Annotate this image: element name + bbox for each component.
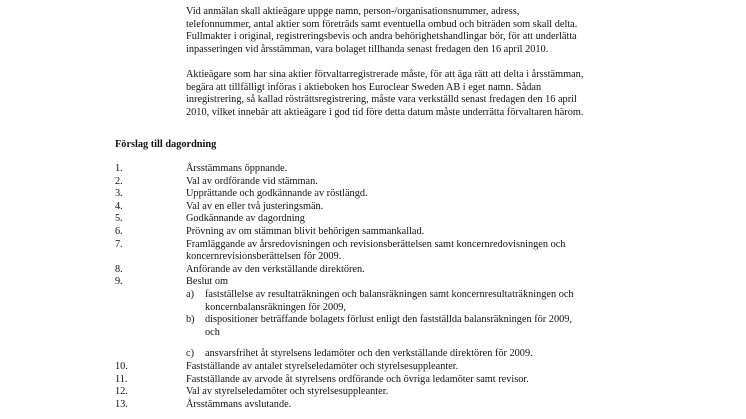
text-line: koncernbalansräkningen för 2009,: [205, 301, 346, 313]
agenda-item-number: 1.: [115, 163, 123, 174]
text-line: och: [205, 326, 220, 338]
agenda-subitem: [115, 348, 635, 361]
text-line: telefonnummer, antal aktier som företräds samt eventuella ombud och biträden som skall delta.: [186, 18, 578, 30]
intro-paragraph-nominee: [186, 69, 656, 119]
text-line: dispositioner beträffande bolagets förlust enligt den fastställda balansräkningen för 2009,: [205, 314, 572, 326]
agenda-item: [115, 188, 635, 201]
text-line: inregistrering, så kallad rösträttsregistrering, måste vara verkställd senast fredagen den 16 april: [186, 94, 577, 106]
text-line: 2010, vilket innebär att aktieägare i god tid före detta datum måste underrätta förvaltaren härom.: [186, 106, 584, 118]
agenda-list: [115, 163, 635, 411]
agenda-item-text: Val av en eller två justeringsmän.: [186, 200, 324, 212]
agenda-item-text: Fastställande av arvode åt styrelsens ordförande och övriga ledamöter samt revisor.: [186, 373, 529, 385]
agenda-subitem-label: b): [186, 314, 195, 326]
agenda-item-number: 2.: [115, 175, 123, 187]
agenda-item-text: Beslut om: [186, 276, 229, 288]
agenda-item: [115, 399, 635, 412]
agenda-item: [115, 201, 635, 214]
agenda-item-text: Val av styrelseledamöter och styrelsesuppleanter.: [186, 386, 389, 398]
agenda-item-text: Upprättande och godkännande av röstlängd.: [186, 188, 368, 200]
agenda-item: [115, 361, 635, 374]
agenda-item: [115, 239, 635, 264]
agenda-item: [115, 213, 635, 226]
text-line: Fullmakter i original, registreringsbevis och andra behörighetshandlingar bör, för att underlätta: [186, 31, 577, 43]
agenda-item-text: Årsstämmans öppnande.: [186, 163, 288, 174]
agenda-heading: Förslag till dagordning: [115, 139, 217, 150]
agenda-item-number: 10.: [115, 360, 128, 372]
agenda-subitem-text: [205, 314, 635, 339]
agenda-item: [115, 374, 635, 387]
intro-paragraph-registration: [186, 6, 656, 56]
agenda-subitem-text: [205, 289, 635, 314]
agenda-item-number: 5.: [115, 213, 123, 225]
agenda-item-number: 8.: [115, 263, 123, 275]
agenda-subitem-label: c): [186, 348, 194, 360]
agenda-item-number: 4.: [115, 200, 123, 212]
agenda-item: [115, 226, 635, 239]
agenda-item-number: 6.: [115, 225, 123, 237]
agenda-item: [115, 276, 635, 289]
agenda-subitem: [115, 314, 635, 339]
agenda-item-text: [186, 239, 635, 264]
agenda-item-text: Anförande av den verkställande direktören.: [186, 263, 365, 275]
agenda-item-text: Årsstämmans avslutande.: [186, 398, 292, 410]
agenda-item-text: Godkännande av dagordning: [186, 213, 305, 225]
text-line: Framläggande av årsredovisningen och revisionsberättelsen samt koncernredovisningen och: [186, 238, 566, 250]
text-line: koncernrevisionsberättelsen för 2009.: [186, 251, 342, 263]
agenda-item-number: 12.: [115, 386, 128, 398]
text-line: inpasseringen vid årsstämman, vara bolaget tillhanda senast fredagen den 16 april 2010.: [186, 43, 549, 55]
agenda-item-text: Prövning av om stämman blivit behörigen sammankallad.: [186, 225, 425, 237]
agenda-subitem-label: a): [186, 288, 194, 300]
agenda-item-text: Fastställande av antalet styrelseledamöter och styrelsesuppleanter.: [186, 360, 459, 372]
agenda-subitem-text: ansvarsfrihet åt styrelsens ledamöter och den verkställande direktören för 2009.: [205, 348, 533, 360]
agenda-item: [115, 176, 635, 189]
agenda-item: [115, 386, 635, 399]
agenda-item-number: 11.: [115, 373, 128, 385]
agenda-item-number: 13.: [115, 398, 128, 410]
agenda-item-number: 3.: [115, 188, 123, 200]
text-line: begära att tillfälligt införas i aktieboken hos Euroclear Sweden AB i eget namn. Sådan: [186, 81, 542, 93]
agenda-item-number: 9.: [115, 276, 123, 288]
text-line: Vid anmälan skall aktieägare uppge namn, person-/organisationsnummer, adress,: [186, 6, 520, 17]
agenda-item: [115, 163, 635, 176]
agenda-item: [115, 264, 635, 277]
agenda-item-text: Val av ordförande vid stämman.: [186, 175, 318, 187]
text-line: fastställelse av resultaträkningen och balansräkningen samt koncernresultaträkningen och: [205, 288, 574, 300]
agenda-subitem: [115, 289, 635, 314]
text-line: Aktieägare som har sina aktier förvaltarregistrerade måste, för att äga rätt att delta i årsstämman,: [186, 69, 584, 80]
agenda-item-number: 7.: [115, 238, 123, 250]
